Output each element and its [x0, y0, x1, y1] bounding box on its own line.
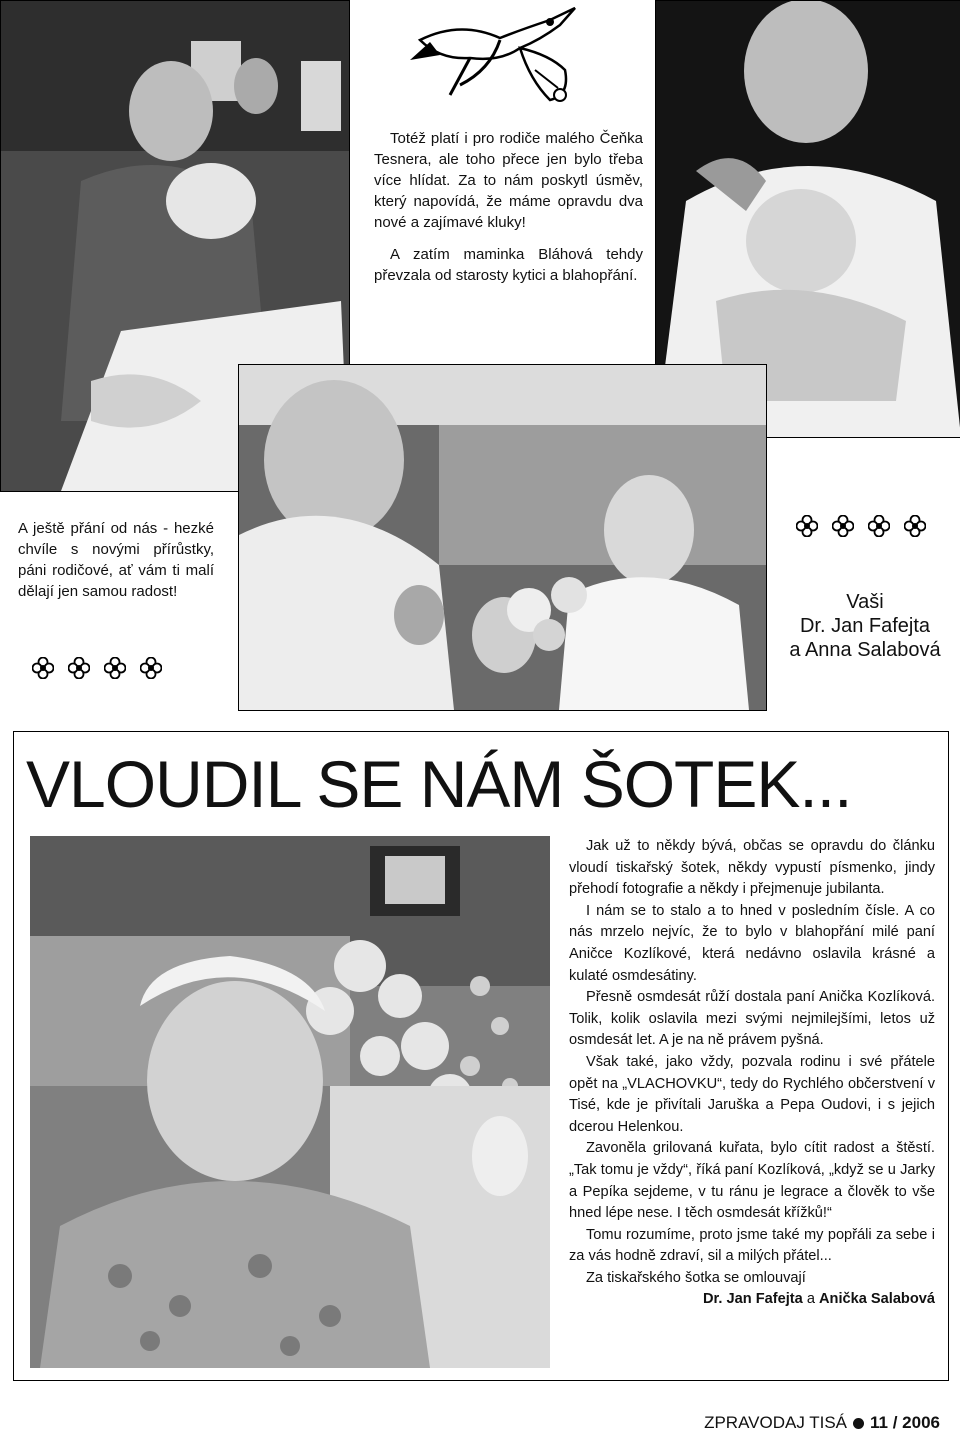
caption-top-paragraph-2: A zatím maminka Bláhová tehdy převzala od starosty kytici a blahopřání. — [374, 246, 643, 284]
photo-man-and-women-with-flowers — [238, 364, 767, 711]
article-signature — [569, 1289, 935, 1311]
flower-ornament-icon — [868, 515, 890, 537]
flower-row-right — [796, 515, 926, 537]
bullet-dot-icon — [853, 1418, 864, 1429]
flower-ornament-icon — [140, 657, 162, 679]
article-box — [13, 731, 949, 1381]
signature-line-3: a Anna Salabová — [789, 639, 941, 661]
caption-top-paragraph-1: Totéž platí i pro rodiče malého Čeňka Tesnera, ale toho přece jen bylo třeba více hlídat. Za to nám poskytl úsměv, který napovídá, že máme opravdu dva nové a zajímavé kluky! — [374, 130, 643, 231]
article-paragraph: Tomu rozumíme, proto jsme také my popřáli za sebe i za vás hodně zdraví, sil a milých přátel... — [569, 1226, 935, 1265]
signature-and: a — [802, 1291, 819, 1308]
signature-block — [770, 590, 960, 662]
signature-line-1: Vaši — [846, 591, 884, 613]
article-paragraph: Přesně osmdesát růží dostala paní Anička Kozlíková. Tolik, kolik oslavila mezi svými nejmilejšími, letos už osmdesát let. A je na ně právem pyšná. — [569, 989, 935, 1049]
photo-elderly-woman-with-roses — [30, 836, 550, 1368]
caption-top — [374, 128, 643, 286]
flower-ornament-icon — [904, 515, 926, 537]
issue-number: 11 / 2006 — [870, 1413, 940, 1432]
caption-wishes: A ještě přání od nás - hezké chvíle s novými přírůstky, páni rodičové, ať vám ti malí dělají jen samou radost! — [18, 520, 214, 600]
flower-ornament-icon — [104, 657, 126, 679]
page-footer — [704, 1413, 940, 1433]
article-text — [569, 836, 935, 1311]
signature-name-1: Dr. Jan Fafejta — [703, 1291, 803, 1308]
flower-ornament-icon — [32, 657, 54, 679]
article-paragraph: I nám se to stalo a to hned v posledním čísle. A co nás mrzelo nejvíc, že to bylo v blahopřání milé paní Aničce Kozlíkové, která nedávno oslavila krásné a kulaté osmdesátiny. — [569, 902, 935, 984]
article-headline: VLOUDIL SE NÁM ŠOTEK... — [26, 747, 852, 821]
publication-name: ZPRAVODAJ TISÁ — [704, 1413, 848, 1432]
signature-name-2: Anička Salabová — [819, 1291, 935, 1308]
article-paragraph: Za tiskařského šotka se omlouvají — [586, 1269, 806, 1286]
flower-ornament-icon — [68, 657, 90, 679]
article-paragraph: Však také, jako vždy, pozvala rodinu i své přátele opět na „VLACHOVKU“, tedy do Rychlého občerstvení v Tisé, kde je přivítali Jaruška a Pepa Oudovi, i s jejich dcerou Helenkou. — [569, 1053, 935, 1135]
signature-line-2: Dr. Jan Fafejta — [799, 615, 931, 637]
flower-row-left — [32, 657, 162, 679]
flower-ornament-icon — [796, 515, 818, 537]
flower-ornament-icon — [832, 515, 854, 537]
article-paragraph: Jak už to někdy bývá, občas se opravdu do článku vloudí tiskařský šotek, někdy vypustí písmenko, jindy přehodí fotografie a někdy i přejmenuje jubilanta. — [569, 838, 935, 898]
article-paragraph: Zavoněla grilovaná kuřata, bylo cítit radost a štěstí. „Tak tomu je vždy“, říká paní Kozlíková, „když se u Jarky a Pepíka sejdeme, v tu ránu je legrace a člověk to vše hned lépe nese. I těch osmdesát křížků!“ — [569, 1140, 935, 1222]
stork-carrying-baby-icon — [400, 0, 600, 110]
